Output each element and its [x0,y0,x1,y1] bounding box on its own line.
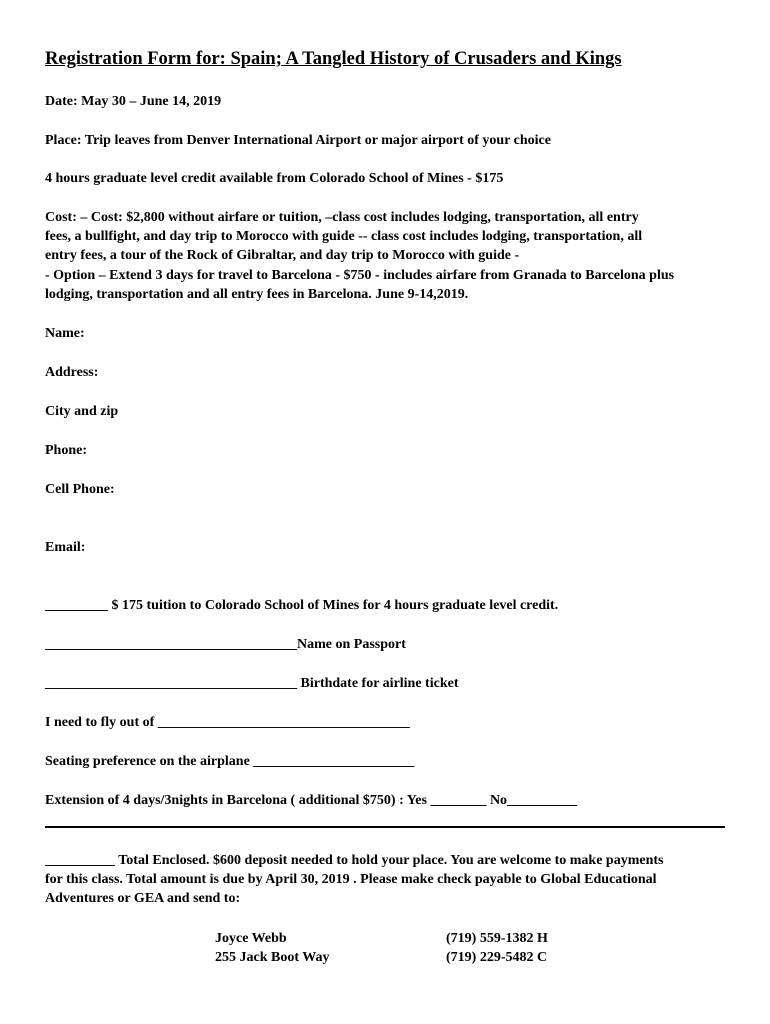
address-field-label[interactable]: Address: [45,365,99,380]
cost-line-3: entry fees, a tour of the Rock of Gibraltar, and day trip to Morocco with guide - [45,248,520,263]
total-line-3: Adventures or GEA and send to: [45,891,241,906]
cost-line-5: lodging, transportation and all entry fees in Barcelona. June 9-14,2019. [45,287,469,302]
extension-line[interactable]: Extension of 4 days/3nights in Barcelona ( additional $750) : Yes ________ No__________ [45,793,578,808]
total-line-2: for this class. Total amount is due by April 30, 2019 . Please make check payable to Global Educational [45,872,657,887]
name-field-label[interactable]: Name: [45,326,85,341]
contact-street: 255 Jack Boot Way [215,950,330,965]
cost-line-2: fees, a bullfight, and day trip to Morocco with guide -- class cost includes lodging, transportation, all [45,229,643,244]
credit-line: 4 hours graduate level credit available from Colorado School of Mines - $175 [45,171,504,186]
contact-name: Joyce Webb [215,931,287,946]
tuition-line[interactable]: _________ $ 175 tuition to Colorado School of Mines for 4 hours graduate level credit. [45,598,559,613]
form-title: Registration Form for: Spain; A Tangled History of Crusaders and Kings [45,49,622,69]
passport-name-line[interactable]: ____________________________________Name on Passport [45,637,406,652]
cell-phone-field-label[interactable]: Cell Phone: [45,482,115,497]
phone-field-label[interactable]: Phone: [45,443,87,458]
section-divider [45,826,725,828]
city-zip-field-label[interactable]: City and zip [45,404,119,419]
contact-phone-home: (719) 559-1382 H [446,931,548,946]
fly-out-line[interactable]: I need to fly out of ____________________________________ [45,715,410,730]
cost-line-1: Cost: – Cost: $2,800 without airfare or tuition, –class cost includes lodging, transportation, all entry [45,210,639,225]
cost-line-4: - Option – Extend 3 days for travel to Barcelona - $750 - includes airfare from Granada to Barcelona plus [45,268,675,283]
contact-phone-cell: (719) 229-5482 C [446,950,548,965]
email-field-label[interactable]: Email: [45,540,86,555]
date-line: Date: May 30 – June 14, 2019 [45,94,222,109]
seating-preference-line[interactable]: Seating preference on the airplane _______________________ [45,754,415,769]
total-line-1[interactable]: __________ Total Enclosed. $600 deposit needed to hold your place. You are welcome to make payments [45,853,664,868]
birthdate-line[interactable]: ____________________________________ Birthdate for airline ticket [45,676,459,691]
place-line: Place: Trip leaves from Denver International Airport or major airport of your choice [45,133,551,148]
